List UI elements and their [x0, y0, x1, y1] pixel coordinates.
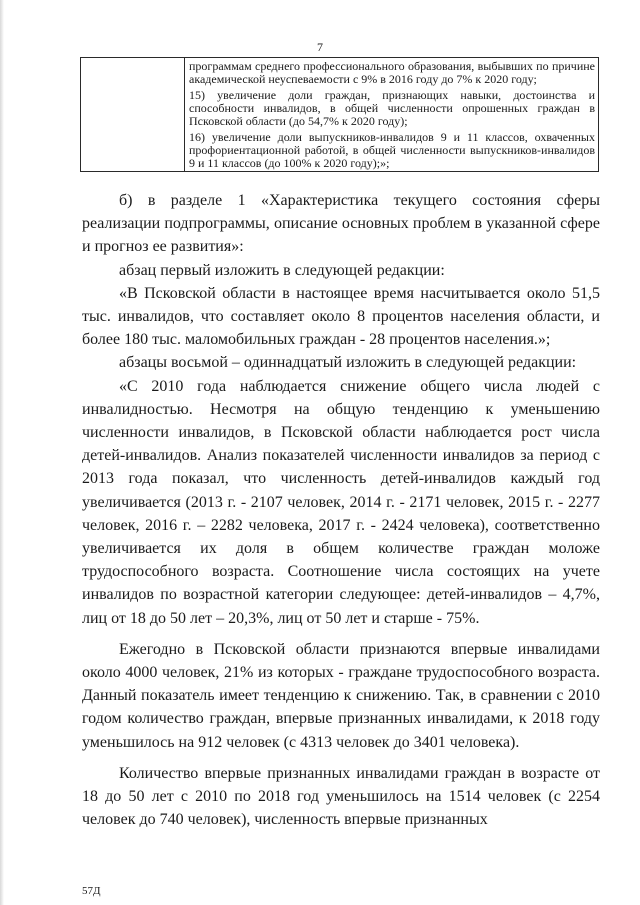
- footer-code: 57Д: [82, 885, 101, 897]
- paragraph-instruction-first: абзац первый изложить в следующей редакции:: [119, 261, 445, 279]
- paragraph-count-18-50: Количество впервые признанных инвалидами граждан в возрасте от 18 до 50 лет с 2010 по 2018 год уменьшилось на 1514 человек (с 2254 человек до 740 человек), численность впервые признанных: [82, 764, 600, 829]
- table-item: программам среднего профессионального образования, выбывших по причине академической неуспеваемости с 9% в 2016 году до 7% к 2020 году;: [189, 59, 595, 86]
- table-empty-cell: [81, 58, 185, 172]
- paragraph-annual: Ежегодно в Псковской области признаются впервые инвалидами около 4000 человек, 21% из которых - граждане трудоспособного возраста. Данный показатель имеет тенденцию к снижению. Так, в сравнении с 2010 годом количество граждан, впервые признанных инвалидами, к 2018 году уменьшилось на 912 человек (с 4313 человек до 3401 человека).: [82, 640, 600, 751]
- goals-table: [80, 57, 599, 172]
- document-body: [82, 189, 600, 831]
- table-items-cell: [185, 58, 599, 172]
- paragraph-instruction-eighth: абзацы восьмой – одиннадцатый изложить в следующей редакции:: [119, 354, 577, 372]
- paragraph-quote-first: «В Псковской области в настоящее время насчитывается около 51,5 тыс. инвалидов, что составляет около 8 процентов населения области, и более 180 тыс. маломобильных граждан - 28 процентов населения.»;: [82, 284, 600, 349]
- scan-edge: [0, 0, 4, 905]
- paragraph-quote-2010: «С 2010 года наблюдается снижение общего числа людей с инвалидностью. Несмотря на общую тенденцию к уменьшению численности инвалидов, в Псковской области наблюдается рост числа детей-инвалидов. Анализ показателей численности инвалидов за период с 2013 года показал, что численность детей-инвалидов каждый год увеличивается (2013 г. - 2107 человек, 2014 г. - 2171 человек, 2015 г. - 2277 человек, 2016 г. – 2282 человека, 2017 г. - 2424 человека), соответственно увеличивается их доля в общем количестве граждан моложе трудоспособного возраста. Соотношение числа состоящих на учете инвалидов по возрастной категории следующее: детей-инвалидов – 4,7%, лиц от 18 до 50 лет – 20,3%, лиц от 50 лет и старше - 75%.: [82, 377, 600, 627]
- page-number: 7: [317, 40, 323, 54]
- paragraph-section-1-intro: б) в разделе 1 «Характеристика текущего состояния сферы реализации подпрограммы, описание основных проблем в указанной сфере и прогноз ее развития»:: [82, 192, 600, 256]
- table-row: [81, 58, 599, 172]
- table-item: 16) увеличение доли выпускников-инвалидов 9 и 11 классов, охваченных профориентационной работой, в общей численности выпускников-инвалидов 9 и 11 классов (до 100% к 2020 году);»;: [189, 130, 595, 170]
- table-item: 15) увеличение доли граждан, признающих навыки, достоинства и способности инвалидов, в общей численности опрошенных граждан в Псковской области (до 54,7% к 2020 году);: [189, 88, 595, 128]
